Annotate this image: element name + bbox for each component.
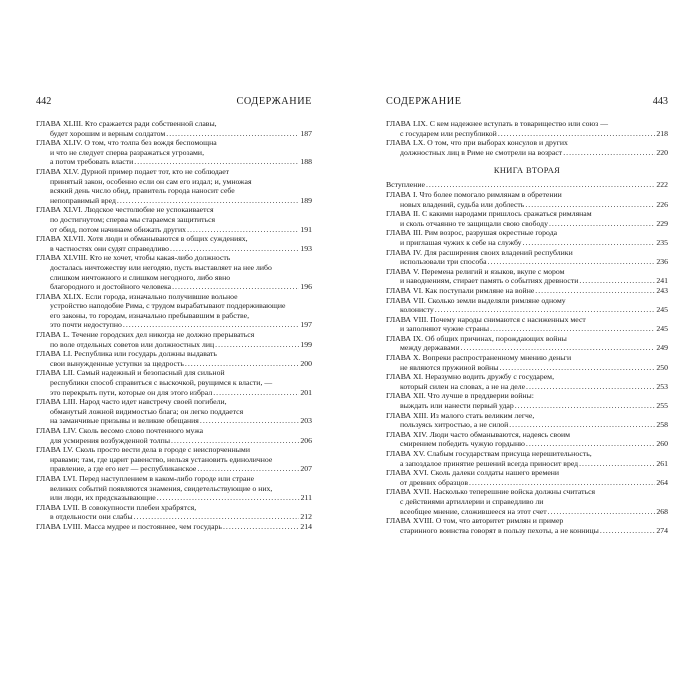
entry-text: ГЛАВА XVI. Сколь далеки солдаты нашего времени [386, 468, 560, 478]
entry-last-line [36, 244, 312, 254]
toc-entry [36, 167, 312, 205]
entry-text: ГЛАВА XLVII. Хотя люди и обманываются в общих суждениях, [36, 234, 248, 244]
toc-entry [386, 372, 668, 391]
toc-entry [386, 228, 668, 247]
entry-text: и что не следует сперва разражаться угрозами, [50, 147, 205, 157]
entry-page-number: 245 [656, 305, 668, 315]
toc-entry [386, 487, 668, 516]
entry-last-line [36, 340, 312, 350]
toc-entry [386, 119, 668, 138]
toc-entry [36, 397, 312, 426]
entry-page-number: 189 [300, 195, 312, 205]
entry-text: обманутый ложной видимостью блага; он легко поддается [50, 406, 244, 416]
dot-leader [548, 507, 656, 517]
toc-entry [386, 411, 668, 430]
entry-page-number: 214 [300, 521, 312, 531]
toc-entry [36, 522, 312, 532]
entry-page-number: 255 [656, 401, 668, 411]
dot-leader [525, 200, 655, 210]
entry-text: свои вынужденные уступки за щедрость [50, 358, 184, 368]
entry-page-number: 197 [300, 320, 312, 330]
entry-text: ГЛАВА X. Вопреки распространенному мнению деньги [386, 353, 572, 363]
entry-page-number: 222 [656, 180, 668, 190]
header-title: СОДЕРЖАНИЕ [386, 96, 462, 107]
entry-page-number: 218 [656, 128, 668, 138]
entry-text: ГЛАВА XII. Что лучше в преддверии войны: [386, 391, 534, 401]
toc-entry [386, 391, 668, 410]
entry-last-line [386, 478, 668, 488]
toc-entry [386, 315, 668, 334]
entry-text: для усмирения возбужденной толпы [50, 435, 171, 445]
dot-leader [171, 436, 299, 446]
entry-text: использовали три способа [400, 257, 487, 267]
entry-text: от древних образцов [400, 477, 468, 487]
entry-text: непоправимый вред [50, 195, 116, 205]
entry-page-number: 207 [300, 464, 312, 474]
entry-page-number: 226 [656, 199, 668, 209]
entry-last-line [386, 148, 668, 158]
dot-leader [166, 129, 299, 139]
toc-entry [386, 209, 668, 228]
dot-leader [579, 459, 655, 469]
toc-entry [386, 449, 668, 468]
entry-last-line [36, 225, 312, 235]
entry-page-number: 261 [656, 458, 668, 468]
toc-list [386, 180, 668, 535]
entry-text: ГЛАВА VI. Как поступали римляне на войне [386, 285, 535, 295]
entry-text: слишком ничтожного и слишком негодного, либо явно [50, 272, 231, 282]
dot-leader [526, 382, 655, 392]
entry-text: на заманчивые призывы и великие обещания [50, 416, 199, 426]
entry-last-line [36, 320, 312, 330]
entry-last-line [386, 219, 668, 229]
entry-page-number: 241 [656, 276, 668, 286]
toc-entry [386, 190, 668, 209]
entry-text: который силен на словах, а не на деле [400, 381, 526, 391]
toc-entry [36, 503, 312, 522]
dot-leader [498, 129, 656, 139]
entry-text: республики способ справиться с выскочкой, рвущимся к власти, — [50, 378, 273, 388]
entry-text: нравами; там, где царит равенство, нельзя установить единоличное [50, 454, 273, 464]
entry-text: не являются пружиной войны [400, 362, 499, 372]
dot-leader [223, 522, 299, 532]
dot-leader [134, 157, 299, 167]
entry-last-line [36, 282, 312, 292]
entry-page-number: 229 [656, 218, 668, 228]
entry-text: по воле отдельных советов или должностных лиц [50, 339, 215, 349]
entry-last-line [36, 196, 312, 206]
page-number: 443 [652, 96, 668, 107]
entry-text: ГЛАВА XVIII. О том, что авторитет римлян и пример [386, 516, 564, 526]
toc-entry [36, 138, 312, 167]
entry-text: Вступление [386, 180, 425, 190]
entry-text: ГЛАВА LIV. Сколь весомо слово почтенного мужа [36, 426, 204, 435]
entry-text: ГЛАВА XLIII. Кто сражается ради собственной славы, [36, 119, 217, 128]
entry-last-line [386, 276, 668, 286]
dot-leader [600, 526, 655, 536]
entry-text: его законы, то городам, изначально пребывавшим в рабстве, [50, 310, 250, 320]
entry-page-number: 187 [300, 128, 312, 138]
dot-leader [185, 359, 300, 369]
entry-text: и сколь отчаянно те защищали свою свободу [400, 218, 548, 228]
entry-text: пользуясь хитростью, а не силой [400, 420, 509, 430]
entry-last-line [386, 200, 668, 210]
toc-entry [386, 468, 668, 487]
dot-leader [563, 148, 655, 158]
entry-text: ГЛАВА XIII. Из малого стать великим легче, [386, 410, 535, 420]
part-title: КНИГА ВТОРАЯ [493, 166, 561, 176]
dot-leader [579, 276, 655, 286]
entry-text: между державами [400, 343, 460, 353]
toc-entry [36, 426, 312, 445]
entry-page-number: 264 [656, 477, 668, 487]
entry-text: и приглашая чужих к себе на службу [400, 237, 522, 247]
entry-text: ГЛАВА V. Перемена религий и языков, вкупе с мором [386, 266, 565, 276]
dot-leader [134, 512, 300, 522]
entry-last-line [386, 526, 668, 536]
entry-page-number: 249 [656, 343, 668, 353]
dot-leader [535, 286, 655, 296]
toc-entry [386, 267, 668, 286]
entry-text: и заполняют чужие страны [400, 324, 490, 334]
toc-entry [36, 292, 312, 330]
dot-leader [488, 257, 656, 267]
dot-leader [461, 343, 656, 353]
toc-entry [386, 353, 668, 372]
entry-text: ГЛАВА LI. Республика или государь должны выдавать [36, 349, 217, 359]
entry-last-line [386, 363, 668, 373]
dot-leader [509, 420, 655, 430]
entry-page-number: 196 [300, 282, 312, 292]
entry-text: должностных лиц в Риме не смотрели на возраст [400, 147, 563, 157]
entry-text: смирением победить чужую гордыню [400, 439, 525, 449]
entry-text: ГЛАВА I. Что более помогало римлянам в обретении [386, 189, 562, 199]
entry-text: от обид, потом начинаем обижать других [50, 224, 187, 234]
entry-page-number: 235 [656, 237, 668, 247]
dot-leader [117, 196, 299, 206]
entry-page-number: 211 [300, 493, 312, 503]
toc-entry [36, 368, 312, 397]
entry-page-number: 236 [656, 257, 668, 267]
entry-page-number: 250 [656, 362, 668, 372]
toc-entry [386, 248, 668, 267]
entry-text: а потом требовать власти [50, 157, 134, 167]
entry-last-line [386, 507, 668, 517]
dot-leader [515, 401, 656, 411]
toc-entry [36, 330, 312, 349]
entry-text: ГЛАВА XVII. Насколько теперешние войска должны считаться [386, 487, 596, 497]
entry-page-number: 203 [300, 416, 312, 426]
entry-text: будет хорошим и верным солдатом [50, 128, 166, 138]
entry-text: ГЛАВА LVIII. Масса мудрее и постояннее, чем государь [36, 521, 222, 531]
toc-entry [36, 445, 312, 474]
entry-text: старинного воинства говорят в пользу пехоты, а не конницы [400, 525, 599, 535]
entry-last-line [386, 238, 668, 248]
toc-entry [386, 138, 668, 157]
page-number: 442 [36, 96, 52, 107]
entry-last-line [386, 343, 668, 353]
toc-list [36, 119, 312, 532]
toc-entry [386, 516, 668, 535]
entry-last-line [36, 359, 312, 369]
entry-page-number: 243 [656, 285, 668, 295]
entry-page-number: 258 [656, 420, 668, 430]
dot-leader [157, 493, 300, 503]
toc-entry [386, 430, 668, 449]
dot-leader [197, 464, 299, 474]
entry-text: ГЛАВА II. С какими народами пришлось сражаться римлянам [386, 209, 592, 219]
entry-text: это почти недоступно [50, 320, 122, 330]
entry-text: ГЛАВА LV. Сколь просто вести дела в городе с неиспорченными [36, 445, 250, 455]
entry-text: ГЛАВА IX. Об общих причинах, порождающих войны [386, 333, 567, 343]
entry-text: всеобщее мнение, сложившееся на этот счет [400, 506, 547, 516]
entry-text: ГЛАВА XLIV. О том, что толпа без вождя беспомощна [36, 138, 217, 148]
entry-page-number: 253 [656, 381, 668, 391]
dot-leader [426, 180, 655, 190]
toc-list [386, 119, 668, 157]
entry-last-line [386, 305, 668, 315]
entry-text: ГЛАВА III. Рим возрос, разрушая окрестные города [386, 228, 558, 238]
entry-last-line [386, 382, 668, 392]
entry-last-line [386, 459, 668, 469]
toc-entry [386, 296, 668, 315]
right-page [386, 96, 668, 535]
running-header [36, 96, 312, 110]
toc-entry [36, 205, 312, 234]
dot-leader [523, 238, 656, 248]
entry-text: это перекрыть пути, которые он для этого избрал [50, 387, 213, 397]
entry-last-line [36, 436, 312, 446]
dot-leader [499, 363, 655, 373]
entry-text: а запоздалое принятие решений всегда приносит вред [400, 458, 579, 468]
entry-page-number: 268 [656, 506, 668, 516]
toc-entry [386, 334, 668, 353]
entry-text: благородного и достойного человека [50, 282, 172, 292]
entry-last-line [386, 180, 668, 190]
left-page [36, 96, 312, 532]
entry-text: ГЛАВА XLVIII. Кто не хочет, чтобы какая-либо должность [36, 253, 231, 263]
dot-leader [215, 340, 299, 350]
dot-leader [170, 244, 299, 254]
entry-last-line [36, 512, 312, 522]
entry-text: ГЛАВА VII. Сколько земли выделяли римляне одному [386, 295, 566, 305]
entry-text: принятый закон, особенно если он сам его издал; и, умножая [50, 176, 252, 186]
toc-entry [36, 234, 312, 253]
dot-leader [200, 416, 300, 426]
entry-last-line [386, 286, 668, 296]
entry-text: ГЛАВА LVII. В совокупности плебеи храбрятся, [36, 502, 197, 512]
entry-text: устройство наподобие Рима, с трудом вырабатывают поддерживающие [50, 301, 286, 311]
toc-entry [36, 349, 312, 368]
entry-text: или люди, их предсказывающие [50, 493, 156, 503]
entry-text: с государем или республикой [400, 128, 497, 138]
entry-page-number: 274 [656, 525, 668, 535]
entry-page-number: 188 [300, 157, 312, 167]
entry-text: выждать или нанести первый удар [400, 401, 514, 411]
entry-page-number: 206 [300, 435, 312, 445]
entry-text: в отдельности они слабы [50, 512, 133, 522]
entry-last-line [36, 493, 312, 503]
entry-text: новых владений, судьба или доблесть [400, 199, 525, 209]
entry-text: в частностях они судят справедливо [50, 243, 170, 253]
toc-entry [386, 286, 668, 296]
entry-text: ГЛАВА LIX. С кем надежнее вступать в товарищество или союз — [386, 119, 609, 128]
entry-page-number: 260 [656, 439, 668, 449]
entry-page-number: 200 [300, 358, 312, 368]
entry-text: ГЛАВА XIV. Люди часто обманываются, надеясь своим [386, 429, 571, 439]
dot-leader [435, 305, 656, 315]
dot-leader [187, 225, 299, 235]
entry-last-line [36, 464, 312, 474]
entry-page-number: 193 [300, 243, 312, 253]
entry-last-line [386, 401, 668, 411]
entry-text: с действиями артиллерии и справедливо ли [400, 496, 544, 506]
dot-leader [526, 439, 655, 449]
entry-last-line [386, 257, 668, 267]
entry-last-line [386, 129, 668, 139]
entry-text: ГЛАВА XI. Неразумно водить дружбу с государем, [386, 372, 555, 382]
entry-text: досталась ничтожеству или негодяю, пусть выставляет на нее либо [50, 262, 272, 272]
entry-last-line [36, 522, 312, 532]
dot-leader [213, 388, 299, 398]
entry-text: по достигнутом; сперва мы стараемся защититься [50, 214, 216, 224]
dot-leader [549, 219, 655, 229]
entry-text: всякий день число обид, правитель города наносит себе [50, 186, 235, 196]
running-header [386, 96, 668, 110]
entry-page-number: 212 [300, 512, 312, 522]
toc-entry [386, 180, 668, 190]
entry-text: ГЛАВА VIII. Почему народы снимаются с насиженных мест [386, 314, 586, 324]
entry-last-line [386, 420, 668, 430]
entry-text: колонисту [400, 305, 434, 315]
dot-leader [172, 282, 299, 292]
entry-last-line [386, 439, 668, 449]
entry-last-line [386, 324, 668, 334]
entry-text: ГЛАВА XLV. Дурной пример подает тот, кто не соблюдает [36, 166, 230, 176]
entry-last-line [36, 157, 312, 167]
dot-leader [469, 478, 655, 488]
entry-text: ГЛАВА XLVI. Людское честолюбие не успокаивается [36, 205, 214, 215]
entry-text: ГЛАВА XLIX. Если города, изначально получившие вольное [36, 291, 238, 301]
entry-last-line [36, 388, 312, 398]
dot-leader [490, 324, 655, 334]
entry-text: ГЛАВА LX. О том, что при выборах консулов и других [386, 138, 568, 148]
entry-page-number: 201 [300, 387, 312, 397]
entry-page-number: 245 [656, 324, 668, 334]
toc-entry [36, 253, 312, 291]
entry-text: ГЛАВА LVI. Перед наступлением в каком-либо городе или стране [36, 473, 255, 483]
entry-text: и наводнениям, стирает память о событиях древности [400, 276, 579, 286]
dot-leader [123, 320, 299, 330]
entry-text: ГЛАВА L. Течение городских дел никогда не должно прерываться [36, 330, 255, 340]
entry-text: великих событий появляются знамения, свидетельствующие о них, [50, 483, 273, 493]
entry-text: правление, а где его нет — республиканское [50, 464, 197, 474]
entry-last-line [36, 416, 312, 426]
entry-text: ГЛАВА LII. Самый надежный и безопасный для сильной [36, 368, 225, 378]
entry-text: ГЛАВА XV. Слабым государствам присуща нерешительность, [386, 449, 592, 458]
entry-page-number: 199 [300, 339, 312, 349]
entry-text: ГЛАВА LIII. Народ часто идет навстречу своей погибели, [36, 397, 227, 407]
toc-entry [36, 474, 312, 503]
header-title: СОДЕРЖАНИЕ [236, 96, 312, 107]
entry-page-number: 220 [656, 147, 668, 157]
entry-page-number: 191 [300, 224, 312, 234]
entry-last-line [36, 129, 312, 139]
toc-entry [36, 119, 312, 138]
entry-text: ГЛАВА IV. Для расширения своих владений республики [386, 247, 573, 257]
